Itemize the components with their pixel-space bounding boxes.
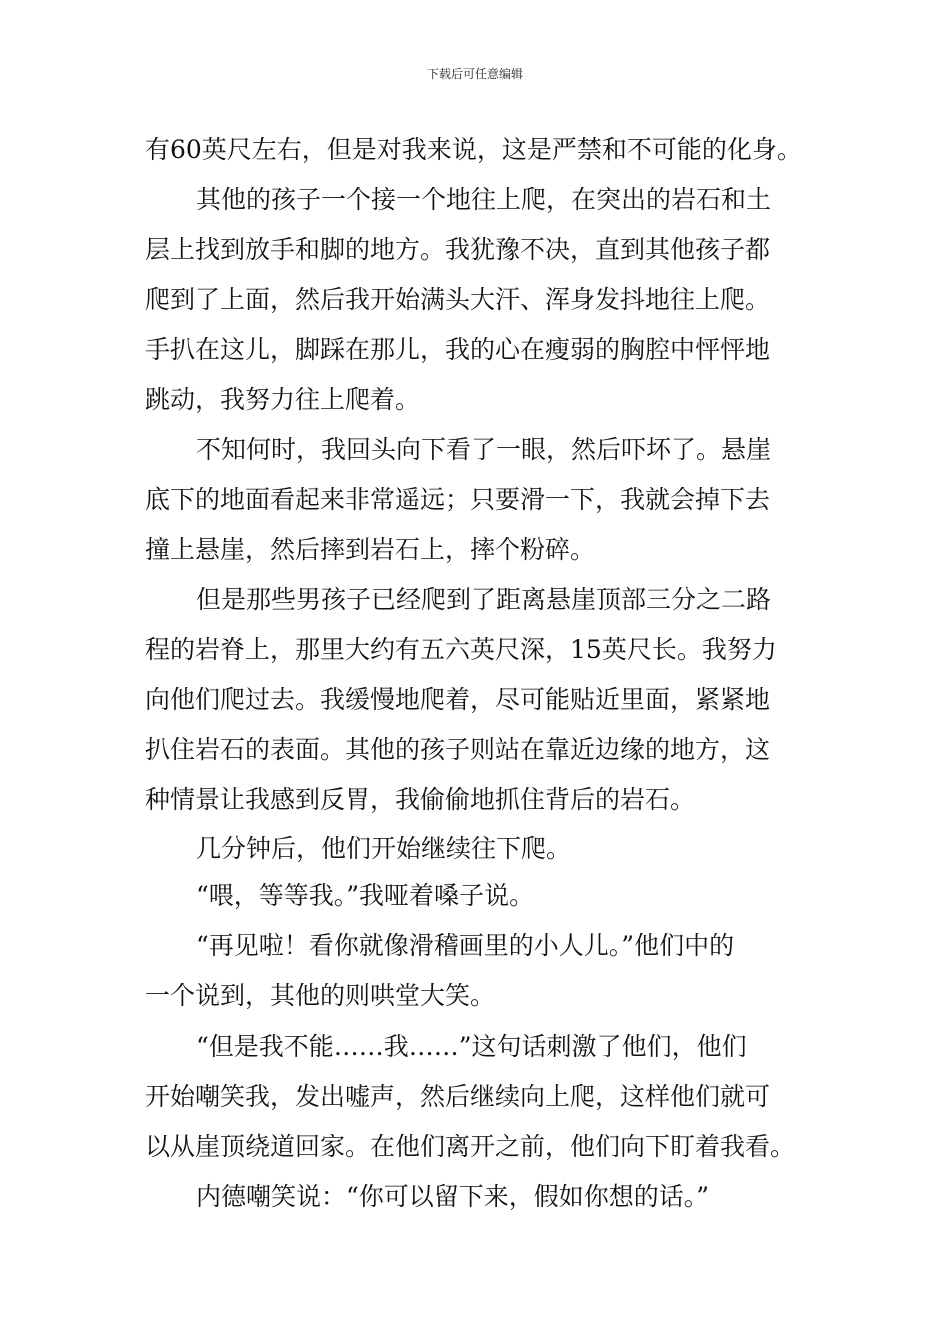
- text-line: “但是我不能……我……”这句话刺激了他们，他们: [196, 1032, 747, 1061]
- text-line: 手扒在这儿，脚踩在那儿，我的心在瘦弱的胸腔中怦怦地: [145, 335, 771, 364]
- text-line: 程的岩脊上，那里大约有五六英尺深，15英尺长。我努力: [145, 635, 777, 664]
- text-line: 扒住岩石的表面。其他的孩子则站在靠近边缘的地方，这: [145, 735, 771, 764]
- text-line: 种情景让我感到反胃，我偷偷地抓住背后的岩石。: [145, 785, 696, 814]
- text-line: 几分钟后，他们开始继续往下爬。: [196, 834, 572, 863]
- text-line: 撞上悬崖，然后摔到岩石上，摔个粉碎。: [145, 535, 596, 564]
- text-line: 层上找到放手和脚的地方。我犹豫不决，直到其他孩子都: [145, 235, 771, 264]
- text-line: 开始嘲笑我，发出嘘声，然后继续向上爬，这样他们就可: [145, 1082, 771, 1111]
- text-line: 但是那些男孩子已经爬到了距离悬崖顶部三分之二路: [196, 585, 772, 614]
- text-line: 向他们爬过去。我缓慢地爬着，尽可能贴近里面，紧紧地: [145, 685, 771, 714]
- text-line: “喂，等等我。”我哑着嗓子说。: [196, 881, 535, 910]
- text-line: 底下的地面看起来非常遥远；只要滑一下，我就会掉下去: [145, 485, 771, 514]
- text-line: 一个说到，其他的则哄堂大笑。: [145, 981, 496, 1010]
- page-header-note: 下载后可任意编辑: [426, 67, 523, 81]
- text-line: 其他的孩子一个接一个地往上爬，在突出的岩石和土: [196, 185, 772, 214]
- text-line: 不知何时，我回头向下看了一眼，然后吓坏了。悬崖: [196, 435, 772, 464]
- text-line: 有60英尺左右，但是对我来说，这是严禁和不可能的化身。: [145, 135, 802, 164]
- text-line: 内德嘲笑说：“你可以留下来，假如你想的话。”: [196, 1182, 710, 1211]
- text-line: 爬到了上面，然后我开始满头大汗、浑身发抖地往上爬。: [145, 285, 771, 314]
- text-line: “再见啦！看你就像滑稽画里的小人儿。”他们中的: [196, 931, 735, 960]
- text-line: 以从崖顶绕道回家。在他们离开之前，他们向下盯着我看。: [145, 1132, 796, 1161]
- text-line: 跳动，我努力往上爬着。: [145, 385, 421, 414]
